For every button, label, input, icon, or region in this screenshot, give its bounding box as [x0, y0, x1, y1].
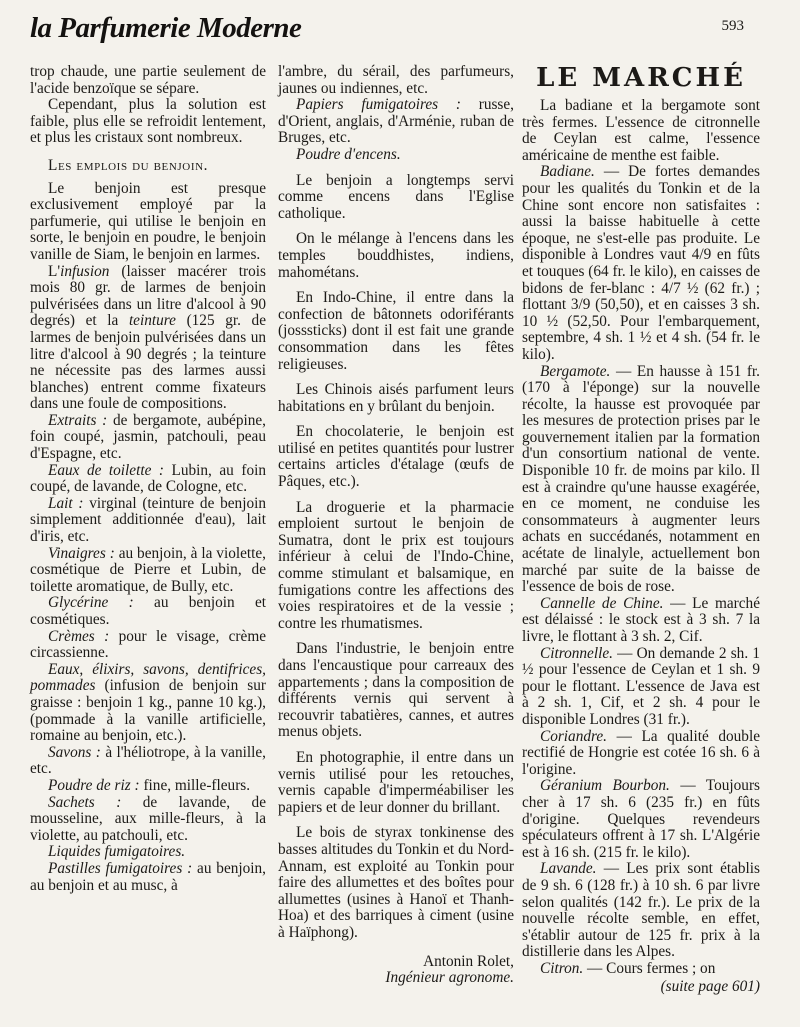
paragraph: Les Chinois aisés parfument leurs habitations en y brûlant du benjoin. [278, 381, 514, 415]
page-header [0, 0, 800, 60]
paragraph: Le bois de styrax tonkinense des basses altitudes du Tonkin et du Nord-Annam, est exploité au Tonkin pour faire des allumettes et des boîtes pour allumettes (usines à Hanoï et Thanh-Hoa) et des barriques à ciment (usine à Haïphong). [278, 824, 514, 941]
market-entry [522, 861, 760, 961]
term: Vinaigres : [48, 544, 115, 562]
paragraph: En photographie, il entre dans un vernis utilisé pour les retouches, vernis capable d'imperméabiliser les papiers et de leur donner du brillant. [278, 748, 514, 816]
text: — Les prix sont établis de 9 sh. 6 (128 fr.) à 10 sh. 6 par livre selon qualités (142 fr.). Le prix de la nouvelle récolte semble, en effet, s'établir autour de 125 fr. prix à la distillerie dans les Alpes. [522, 860, 760, 961]
continued-note: (suite page 601) [660, 978, 760, 996]
term: Bergamote. [540, 362, 611, 380]
author-name: Antonin Rolet, [423, 952, 514, 970]
list-item [30, 662, 266, 745]
term: Citronnelle. [540, 644, 613, 662]
column-right [522, 64, 760, 996]
market-entry [522, 164, 760, 363]
text: (125 gr. de larmes de benjoin pulvérisées dans un litre d'alcool à 90 degrés ; la teinture ne nécessite pas des larmes aussi blanches) entrent comme fixateurs dans une foule de compositions. [30, 312, 266, 413]
market-entry [522, 364, 760, 596]
page-number: 593 [721, 18, 744, 34]
list-item [30, 595, 266, 628]
list-item [30, 778, 266, 795]
text: — Le marché est délaissé : le stock est à 3 sh. 7 la livre, le flottant à 3 sh. 2, Cif. [522, 594, 760, 645]
term: Pastilles fumigatoires : [48, 859, 193, 877]
list-item [30, 745, 266, 778]
text: pour le visage, crème circassienne. [30, 627, 267, 662]
term: Lavande. [540, 860, 597, 878]
paragraph: Cependant, plus la solution est faible, plus elle se refroidit lentement, et plus les cristaux sont nombreux. [30, 96, 266, 147]
term: Eaux, élixirs, savons, dentifrices, pommades [30, 660, 266, 695]
column-left [30, 64, 266, 894]
text: — On demande 2 sh. 1 ½ pour l'essence de Ceylan et 1 sh. 9 pour le flottant. L'essence de Java est à 2 sh. 1, Cif, et 2 sh. 4 pour le disponible Londres (31 fr.). [522, 644, 760, 728]
market-entry [522, 778, 760, 861]
paragraph: La droguerie et la pharmacie emploient surtout le benjoin de Sumatra, dont le prix est toujours inférieur à celui de l'Indo-Chine, comme stimulant et balsamique, en fumigations contre les affections des voies respiratoires et de la vessie ; contre les rhumatismes. [278, 498, 514, 632]
term: Sachets : [48, 793, 122, 811]
term: Extraits : [48, 411, 108, 429]
term: Géranium Bourbon. [540, 777, 670, 795]
text: — La qualité double rectifié de Hongrie est cotée 16 sh. 6 à l'origine. [522, 727, 760, 778]
text: russe, d'Orient, anglais, d'Arménie, ruban de Bruges, etc. [278, 96, 514, 147]
term: Badiane. [540, 163, 595, 181]
text: — En hausse à 151 fr. (170 à l'éponge) sur la nouvelle récolte, la hausse est provoquée par les mesures de protection prises par le gouvernement italien par la formation d'un consortium national de vente. Disponible 10 fr. de moins par kilo. Il est à craindre qu'une hausse exagérée, en ce moment, ne conduise les consommateurs à augmenter leurs achats en succédanés, notamment en acétate de linalyle, actuellement bon marché par suite de la baisse de l'essence de bois de rose. [522, 362, 760, 596]
list-item [278, 97, 514, 147]
text: — Cours fermes ; on [583, 959, 716, 977]
term: infusion [60, 262, 110, 280]
market-entry [522, 596, 760, 646]
list-item [30, 496, 266, 546]
list-item [30, 629, 266, 662]
list-item [30, 546, 266, 596]
text: (infusion de benjoin sur graisse : benjoin 1 kg., panne 10 kg.), (pommade à la vanille artificielle, romaine au benjoin, etc.). [30, 677, 266, 745]
list-item [30, 844, 266, 861]
text: au benjoin, au benjoin et au musc, à [30, 859, 266, 894]
section-heading: Les emplois du benjoin. [48, 156, 209, 174]
term: Eaux de toilette : [48, 461, 164, 479]
text: — Toujours cher à 17 sh. 6 (235 fr.) en fûts d'origine. Quelques revendeurs spéculateurs offrent à 17 sh. L'Algérie est à 16 sh. (215 fr. le kilo). [522, 777, 760, 861]
list-item [30, 795, 266, 845]
term: Poudre de riz : [48, 776, 140, 794]
paragraph: l'ambre, du sérail, des parfumeurs, jaunes ou indiennes, etc. [278, 63, 514, 97]
term: Coriandre. [540, 727, 607, 745]
section-title: LE MARCHÉ [536, 63, 746, 93]
text: — De fortes demandes pour les qualités du Tonkin et de la Chine sont encore non satisfaites : aussi la baisse habituelle à cette époque, ne s'est-elle pas produite. Le disponible à Londres vaut 4/9 en fûts et touques (64 fr. le kilo), en caisses de bidons de fer-blanc : 4/7 ½ (62 fr.) ; flottant 3/9 (50,50), et en caisses 3 sh. 10 ½ (52,50. Pour l'embarquement, septembre, 4 sh. 1 ½ et 4 sh. (54 fr. le kilo). [522, 163, 760, 363]
term: Crèmes : [48, 627, 110, 645]
paragraph: Le benjoin a longtemps servi comme encens dans l'Eglise catholique. [278, 171, 514, 222]
paragraph: En Indo-Chine, il entre dans la confection de bâtonnets odoriférants (josssticks) dont il est fait une grande consommation dans les fêtes religieuses. [278, 289, 514, 373]
market-entry [522, 646, 760, 729]
term: Papiers fumigatoires : [296, 96, 461, 114]
term: Liquides fumigatoires. [48, 843, 186, 861]
term: Savons : [48, 743, 101, 761]
text: au benjoin et cosmétiques. [30, 594, 266, 628]
list-item [30, 861, 266, 894]
text: au benjoin, à la violette, cosmétique de Pierre et Lubin, de toilette aromatique, de Bully, etc. [30, 544, 267, 595]
market-entry [522, 729, 760, 779]
text: Lubin, au foin coupé, de lavande, de Cologne, etc. [30, 461, 266, 496]
list-item [30, 413, 266, 463]
paragraph: En chocolaterie, le benjoin est utilisé en petites quantités pour lustrer certains articles d'étalage (œufs de Pâques, etc.). [278, 423, 514, 491]
paragraph [30, 264, 266, 413]
term: teinture [128, 312, 176, 330]
paragraph: La badiane et la bergamote sont très fermes. L'essence de citronnelle de Ceylan est calme, l'essence américaine de menthe est faible. [522, 97, 760, 164]
paragraph: trop chaude, une partie seulement de l'acide benzoïque se sépare. [30, 63, 266, 97]
text: à l'héliotrope, à la vanille, etc. [30, 743, 266, 778]
term: Lait : [48, 494, 84, 512]
paragraph: Dans l'industrie, le benjoin entre dans l'encaustique pour carreaux des appartements ; dans la composition de différents vernis qui servent à recouvrir tabatières, cannes, et autres menus objets. [278, 640, 514, 741]
term: Citron. [540, 959, 584, 977]
market-entry [522, 961, 760, 978]
text: L' [48, 262, 61, 280]
text: (laisser macérer trois mois 80 gr. de larmes de benjoin pulvérisées dans un litre d'alcool à 90 degrés) et la [30, 262, 266, 330]
paragraph: Le benjoin est presque exclusivement employé par la parfumerie, qui utilise le benjoin en sorte, le benjoin en poudre, le benjoin vanille de Siam, le benjoin en larmes. [30, 179, 266, 263]
paragraph: On le mélange à l'encens dans les temples bouddhistes, indiens, mahométans. [278, 230, 514, 281]
term: Glycérine : [48, 594, 134, 612]
text: de lavande, de mousseline, aux mille-fleurs, à la violette, au patchouli, etc. [30, 793, 266, 844]
text: virginal (teinture de benjoin simplement additionnée d'eau), lait d'iris, etc. [30, 494, 266, 546]
list-item [30, 463, 266, 496]
term: Poudre d'encens. [296, 145, 401, 163]
text: fine, mille-fleurs. [139, 776, 251, 794]
list-item [278, 147, 514, 164]
masthead-logo: la Parfumerie Moderne [30, 12, 302, 44]
column-middle [278, 64, 514, 987]
author-title: Ingénieur agronome. [385, 969, 514, 987]
text: de bergamote, aubépine, foin coupé, jasmin, patchouli, peau d'Espagne, etc. [30, 411, 267, 463]
term: Cannelle de Chine. [540, 594, 664, 612]
